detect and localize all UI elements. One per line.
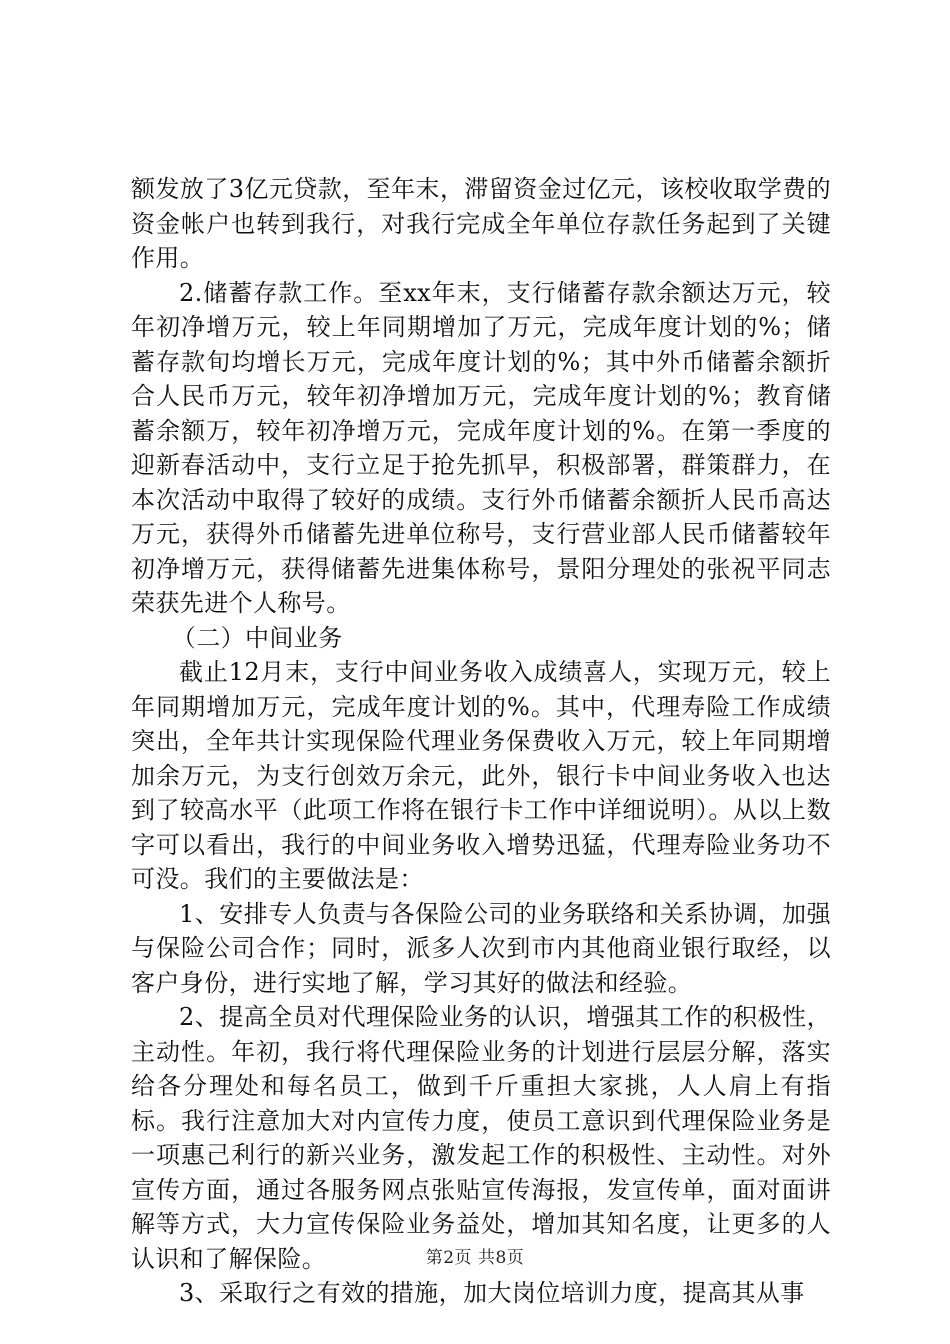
paragraph-6: 3、采取行之有效的措施，加大岗位培训力度，提高其从事 xyxy=(179,1279,805,1307)
paragraph-2: 2.储蓄存款工作。至xx年末，支行储蓄存款余额达万元，较年初净增万元，较上年同期增加了万元，完成年度计划的%；储蓄存款旬均增长万元，完成年度计划的%；其中外币储蓄余额折合人民币万元，较年初净增加万元，完成年度计划的%；教育储蓄余额万，较年初净增万元，完成年度计划的%。在第一季度的迎新春活动中，支行立足于抢先抓早，积极部署，群策群力，在本次活动中取得了较好的成绩。支行外币储蓄余额折人民币高达万元，获得外币储蓄先进单位称号，支行营业部人民币储蓄较年初净增万元，获得储蓄先进集体称号，景阳分理处的张祝平同志荣获先进个人称号。 xyxy=(131,278,831,617)
paragraph-1: 额发放了3亿元贷款，至年末，滞留资金过亿元，该校收取学费的资金帐户也转到我行，对我行完成全年单位存款任务起到了关键作用。 xyxy=(131,175,831,272)
paragraph-4: 1、安排专人负责与各保险公司的业务联络和关系协调，加强与保险公司合作；同时，派多人次到市内其他商业银行取经，以客户身份，进行实地了解，学习其好的做法和经验。 xyxy=(131,899,831,997)
page-number-footer: 第2页 共8页 xyxy=(425,1248,525,1268)
section-heading: （二）中间业务 xyxy=(171,623,343,652)
paragraph-5: 2、提高全员对代理保险业务的认识，增强其工作的积极性，主动性。年初，我行将代理保险业务的计划进行层层分解，落实给各分理处和每名员工，做到千斤重担大家挑，人人肩上有指标。我行注意加大对内宣传力度，使员工意识到代理保险业务是一项惠己利行的新兴业务，激发起工作的积极性、主动性。对外宣传方面，通过各服务网点张贴宣传海报，发宣传单，面对面讲解等方式，大力宣传保险业务益处，增加其知名度，让更多的人认识和了解保险。 xyxy=(131,1003,831,1273)
paragraph-3: 截止12月末，支行中间业务收入成绩喜人，实现万元，较上年同期增加万元，完成年度计划的%。其中，代理寿险工作成绩突出，全年共计实现保险代理业务保费收入万元，较上年同期增加余万元，为支行创效万余元，此外，银行卡中间业务收入也达到了较高水平（此项工作将在银行卡工作中详细说明）。从以上数字可以看出，我行的中间业务收入增势迅猛，代理寿险业务功不可没。我们的主要做法是： xyxy=(131,658,831,893)
document-body xyxy=(131,172,831,1311)
